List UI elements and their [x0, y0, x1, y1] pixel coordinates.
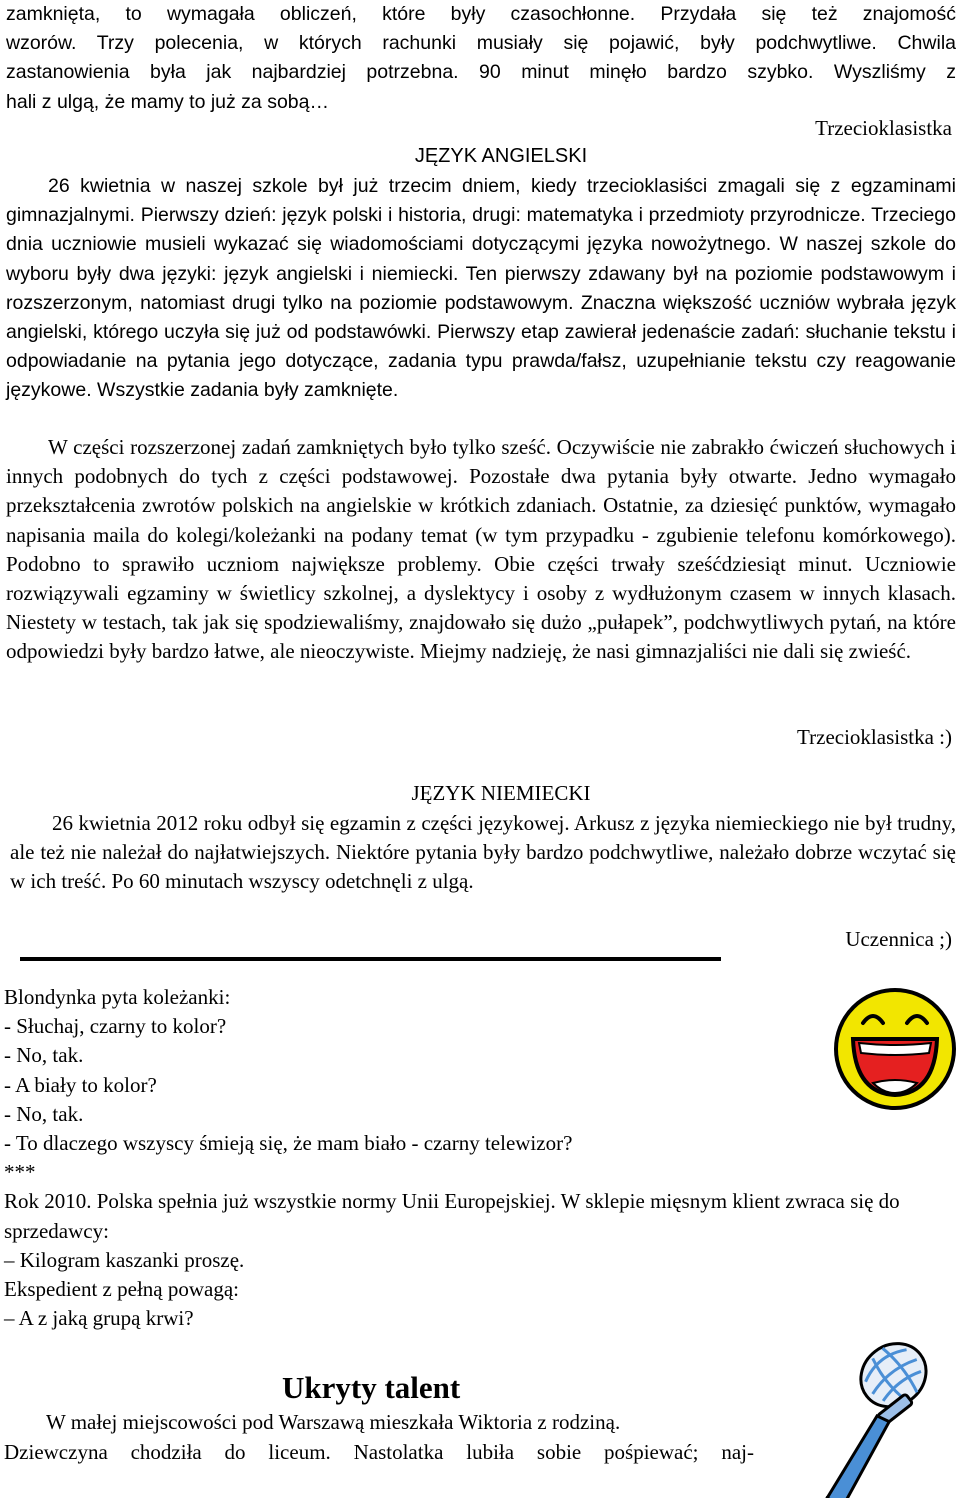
- joke-line: - Słuchaj, czarny to kolor?: [4, 1014, 227, 1039]
- intro-line: hali z ulgą, że mamy to już za sobą…: [6, 90, 329, 113]
- section-heading-english: JĘZYK ANGIELSKI: [414, 145, 588, 167]
- joke-line: - No, tak.: [4, 1101, 84, 1126]
- divider-line: [20, 957, 721, 961]
- english-paragraph-1: 26 kwietnia w naszej szkole był już trzecim dniem, kiedy trzecioklasiści zmagali się z egzaminami gimnazjalnymi. Pierwszy dzień: język polski i historia, drugi: matematyka i przedmioty przyrodnicze. Trzeciego dnia uczniowie musieli wykazać się wiadomościami dotyczącymi języka nowożytnego. W naszej szkole do wyboru były dwa języki: język angielski i niemiecki. Ten pierwszy zdawany był na poziomie podstawowym i rozszerzonym, natomiast drugi tylko na poziomie podstawowym. Znaczna większość uczniów wybrała język angielski, którego uczyła się już od podstawówki. Pierwszy etap zawierał jedenaście zadań: słuchanie tekstu i odpowiadanie na pytania jego dotyczące, zadania typu prawda/fałsz, uzupełnianie tekstu czy reagowanie językowe. Wszystkie zadania były zamknięte.: [6, 175, 956, 402]
- joke-line: Ekspedient z pełną powagą:: [4, 1277, 239, 1302]
- joke-line: – A z jaką grupą krwi?: [4, 1306, 194, 1331]
- joke-line: - No, tak.: [4, 1043, 84, 1068]
- intro-line: zamknięta, to wymagała obliczeń, które były czasochłonne. Przydała się też znajomość: [6, 3, 956, 25]
- german-paragraph: 26 kwietnia 2012 roku odbył się egzamin z części językowej. Arkusz z języka niemieckiego nie był trudny, ale też nie należał do najłatwiejszych. Niektóre pytania były bardzo podchwytliwe, należało dobrze wczytać się w ich treść. Po 60 minutach wszyscy odetchnęli z ulgą.: [10, 811, 956, 894]
- story-line: Dziewczyna chodziła do liceum. Nastolatka lubiła sobie pośpiewać; naj-: [4, 1439, 754, 1464]
- english-signature: Trzecioklasistka :): [797, 725, 952, 749]
- story-text: [4, 1408, 754, 1467]
- german-body: [10, 809, 956, 897]
- english-body-2: [6, 433, 956, 667]
- jokes-section: [4, 983, 954, 1333]
- english-body: [6, 172, 956, 406]
- german-signature: Uczennica ;): [845, 927, 952, 951]
- section-heading-german: JĘZYK NIEMIECKI: [411, 781, 591, 805]
- joke-line: - A biały to kolor?: [4, 1072, 157, 1097]
- intro-line: zastanowienia była jak najbardziej potrzebna. 90 minut minęło bardzo szybko. Wyszliśmy z: [6, 61, 956, 84]
- intro-text: [6, 0, 956, 117]
- joke-line: – Kilogram kaszanki proszę.: [4, 1247, 245, 1272]
- joke-line: Blondynka pyta koleżanki:: [4, 985, 231, 1009]
- joke-separator: ***: [4, 1160, 36, 1185]
- english-paragraph-2: W części rozszerzonej zadań zamkniętych było tylko sześć. Oczywiście nie zabrakło ćwiczeń słuchowych i innych podobnych do tych z części podstawowej. Pozostałe dwa pytania były otwarte. Jedno wymagało przekształcenia zwrotów polskich na angielskie w krótkich zdaniach. Ostatnie, za dziesięć punktów, wymagało napisania maila do kolegi/koleżanki na podany temat (w tym przypadku - zgubienie telefonu komórkowego). Podobno to sprawiło uczniom największe problemy. Obie części trwały sześćdziesiąt minut. Uczniowie rozwiązywali egzaminy w świetlicy szkolnej, a dyslektycy i osoby z wydłużonym czasem w innych klasach. Niestety w testach, tak jak się spodziewaliśmy, znajdowało się dużo „pułapek”, podchwytliwych pytań, na które odpowiedzi były bardzo łatwe, ale nieoczywiste. Miejmy nadzieję, że nasi gimnazjaliści nie dali się zwieść.: [6, 435, 956, 664]
- intro-line: wzorów. Trzy polecenia, w których rachunki musiały się pojawić, były podchwytliwe. Chwila: [6, 32, 956, 55]
- joke-line: Rok 2010. Polska spełnia już wszystkie normy Unii Europejskiej. W sklepie mięsnym klient zwraca się do sprzedawcy:: [4, 1189, 900, 1243]
- joke-line: - To dlaczego wszyscy śmieją się, że mam biało - czarny telewizor?: [4, 1131, 573, 1156]
- story-title: Ukryty talent: [282, 1370, 461, 1405]
- microphone-icon: [752, 1338, 952, 1498]
- story-line: W małej miejscowości pod Warszawą mieszkała Wiktoria z rodziną.: [46, 1410, 621, 1434]
- intro-signature: Trzecioklasistka: [815, 116, 952, 140]
